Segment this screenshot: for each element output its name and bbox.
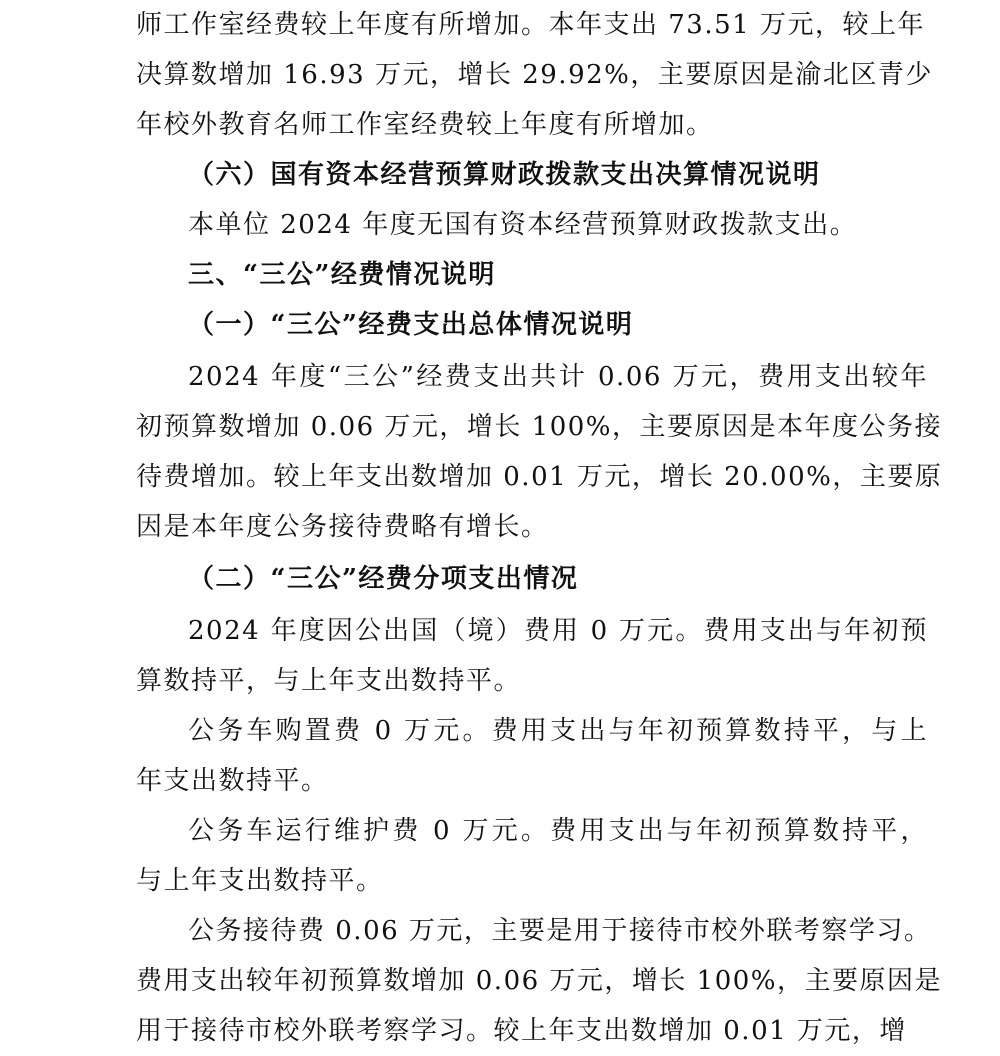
text-line: 公务车购置费 0 万元。费用支出与年初预算数持平，与上 — [188, 716, 928, 746]
section-heading: （一）“三公”经费支出总体情况说明 — [188, 310, 634, 340]
text-line: 2024 年度“三公”经费支出共计 0.06 万元，费用支出较年 — [188, 362, 928, 392]
text-line: 本单位 2024 年度无国有资本经营预算财政拨款支出。 — [188, 210, 858, 240]
chapter-heading: 三、“三公”经费情况说明 — [188, 260, 496, 290]
text-line: 公务车运行维护费 0 万元。费用支出与年初预算数持平， — [188, 816, 928, 846]
section-heading: （六）国有资本经营预算财政拨款支出决算情况说明 — [188, 160, 821, 190]
text-line: 决算数增加 16.93 万元，增长 29.92%，主要原因是渝北区青少 — [136, 60, 933, 90]
text-line: 公务接待费 0.06 万元，主要是用于接待市校外联考察学习。 — [188, 916, 932, 946]
text-line: 因是本年度公务接待费略有增长。 — [136, 512, 549, 542]
text-line: 与上年支出数持平。 — [136, 866, 384, 896]
section-heading: （二）“三公”经费分项支出情况 — [188, 564, 579, 594]
text-line: 师工作室经费较上年度有所增加。本年支出 73.51 万元，较上年 — [136, 10, 925, 40]
text-line: 待费增加。较上年支出数增加 0.01 万元，增长 20.00%，主要原 — [136, 462, 943, 492]
text-line: 2024 年度因公出国（境）费用 0 万元。费用支出与年初预 — [188, 616, 928, 646]
text-line: 算数持平，与上年支出数持平。 — [136, 666, 522, 696]
text-line: 初预算数增加 0.06 万元，增长 100%，主要原因是本年度公务接 — [136, 412, 943, 442]
text-line: 用于接待市校外联考察学习。较上年支出数增加 0.01 万元，增 — [136, 1016, 907, 1046]
text-line: 年校外教育名师工作室经费较上年度有所增加。 — [136, 110, 714, 140]
text-line: 费用支出较年初预算数增加 0.06 万元，增长 100%，主要原因是 — [136, 966, 943, 996]
text-line: 年支出数持平。 — [136, 766, 329, 796]
